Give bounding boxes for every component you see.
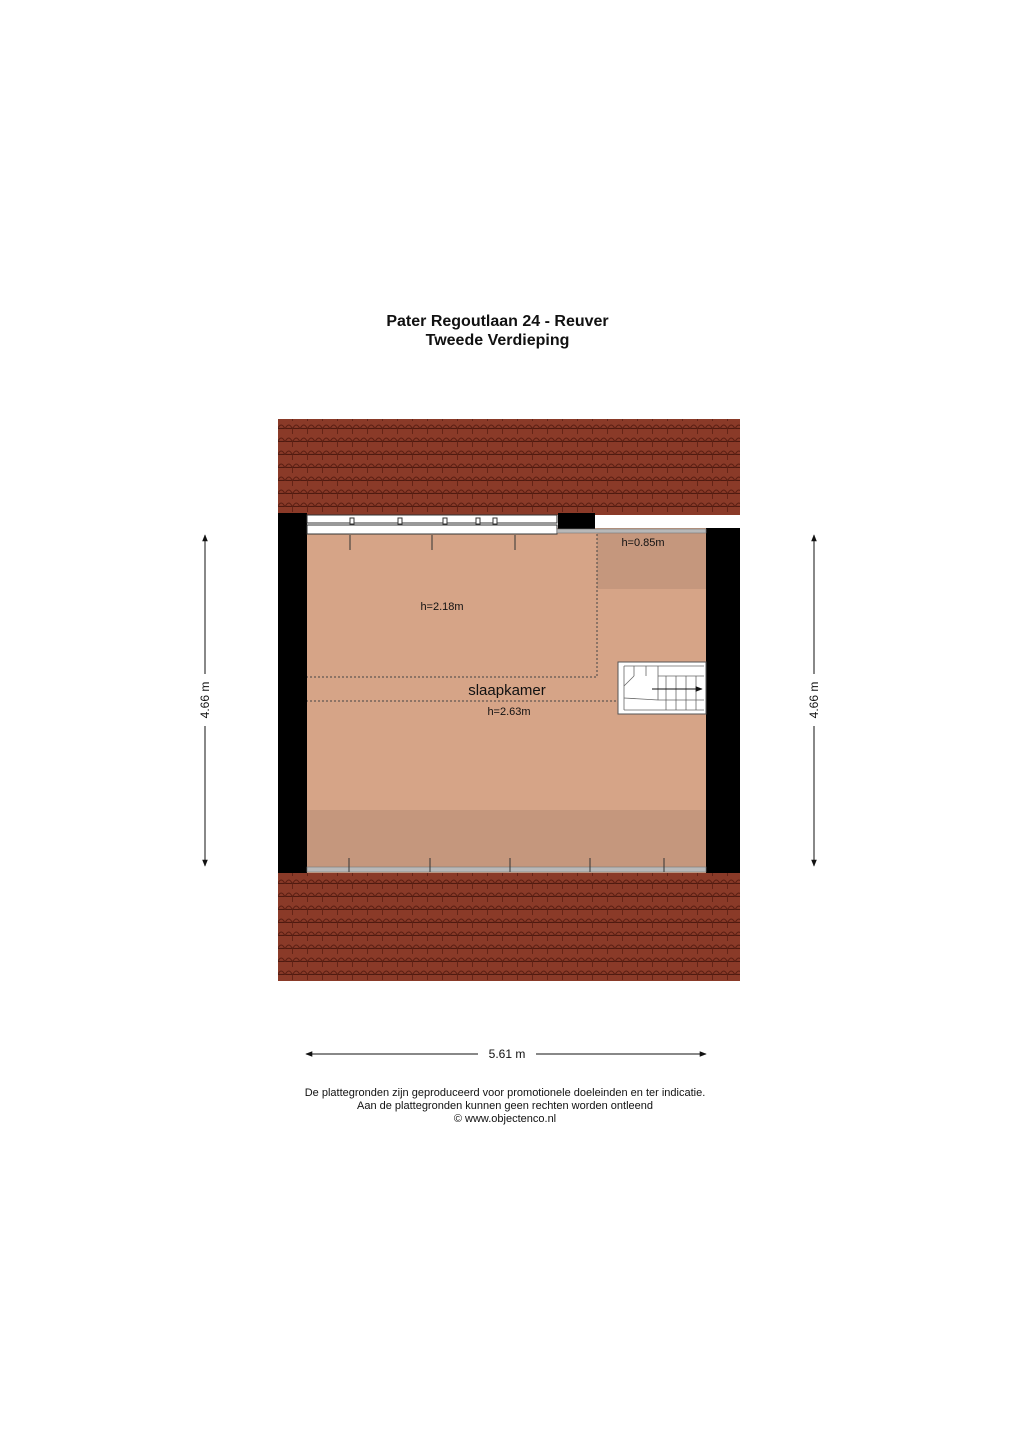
roofline-bottom bbox=[307, 867, 706, 872]
window-post bbox=[350, 518, 354, 524]
dimension-bottom-label: 5.61 m bbox=[488, 1047, 526, 1061]
dimension-right-label: 4.66 m bbox=[807, 681, 821, 719]
dimension-left-label: 4.66 m bbox=[198, 681, 212, 719]
roof-bottom bbox=[278, 872, 740, 981]
roof-top bbox=[278, 419, 740, 515]
room-name: slaapkamer bbox=[468, 682, 546, 699]
chimney-block bbox=[558, 513, 595, 529]
dimension-left bbox=[198, 535, 212, 866]
dimension-bottom bbox=[306, 1047, 706, 1061]
window-post bbox=[443, 518, 447, 524]
staircase bbox=[618, 662, 706, 714]
window-post bbox=[398, 518, 402, 524]
disclaimer-line-1: De plattegronden zijn geproduceerd voor promotionele doeleinden en ter indicatie. bbox=[304, 1087, 706, 1099]
disclaimer-line-2: Aan de plattegronden kunnen geen rechten worden ontleend bbox=[356, 1100, 653, 1112]
roofline-top bbox=[557, 529, 706, 533]
dormer-sill bbox=[307, 525, 557, 534]
height-label-263: h=2.63m bbox=[487, 706, 531, 718]
copyright-link[interactable]: © www.objectenco.nl bbox=[453, 1113, 557, 1125]
window-post bbox=[476, 518, 480, 524]
window-post bbox=[493, 518, 497, 524]
wall-right bbox=[706, 528, 740, 873]
height-label-085: h=0.85m bbox=[621, 537, 665, 549]
dimension-right bbox=[807, 535, 821, 866]
height-label-218: h=2.18m bbox=[420, 601, 464, 613]
dormer-window bbox=[307, 515, 557, 523]
wall-left bbox=[278, 513, 307, 873]
low-ceiling-zone-bottom bbox=[306, 810, 706, 868]
plan-title: Pater Regoutlaan 24 - Reuver bbox=[386, 313, 609, 330]
floor-name: Tweede Verdieping bbox=[425, 332, 570, 349]
